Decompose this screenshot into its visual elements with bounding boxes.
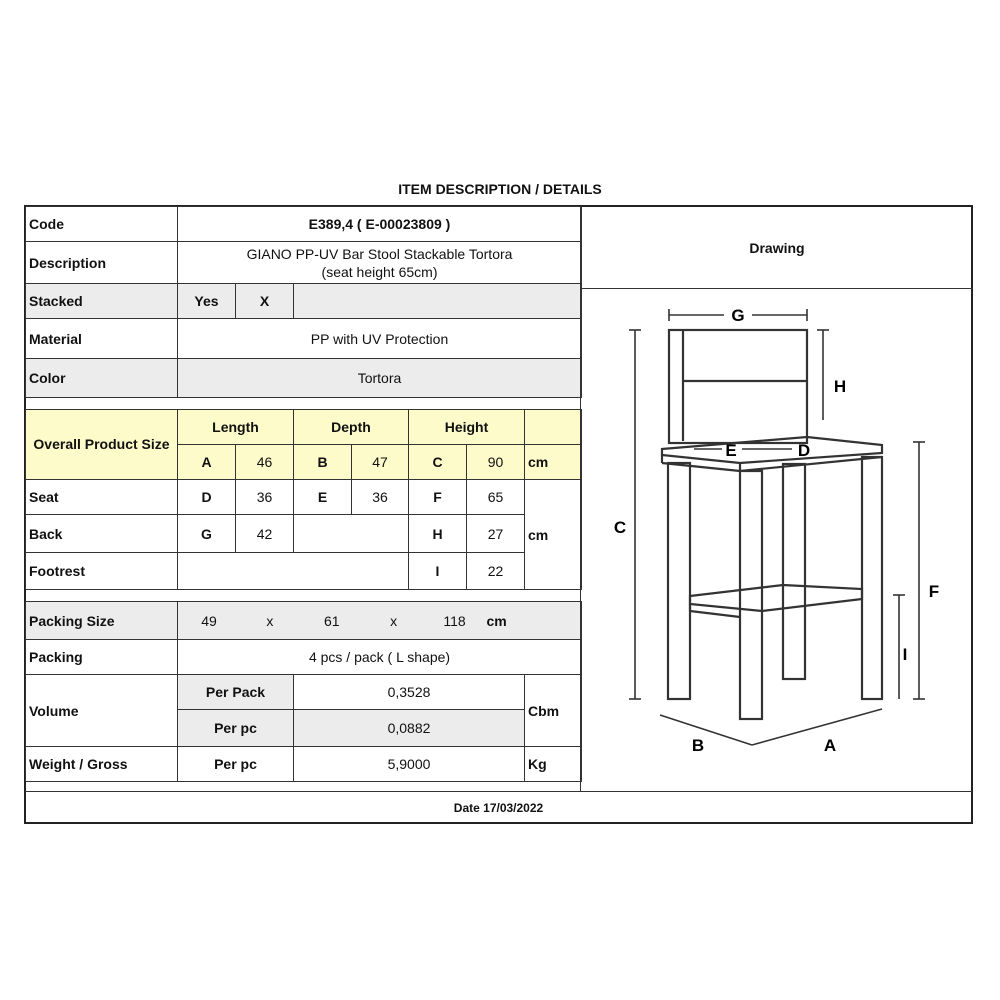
packing-value: 4 pcs / pack ( L shape) bbox=[178, 640, 582, 675]
spec-table bbox=[25, 206, 582, 782]
volume-per-pack-value: 0,3528 bbox=[294, 675, 525, 710]
dim-letter-e: E bbox=[725, 441, 737, 460]
packing-size-unit: cm bbox=[486, 612, 507, 629]
date-footer: Date 17/03/2022 bbox=[25, 791, 972, 824]
seat-label: Seat bbox=[26, 480, 178, 515]
dimension-lines bbox=[629, 309, 925, 745]
description-line2: (seat height 65cm) bbox=[321, 263, 438, 280]
spacer-row bbox=[26, 590, 582, 602]
back-g-value: 42 bbox=[236, 515, 294, 553]
description-line1: GIANO PP-UV Bar Stool Stackable Tortora bbox=[246, 245, 513, 262]
seat bbox=[662, 437, 882, 463]
weight-value: 5,9000 bbox=[294, 747, 525, 782]
back-g-key: G bbox=[178, 515, 236, 553]
stool-outline bbox=[662, 330, 882, 719]
footrest-label: Footrest bbox=[26, 553, 178, 590]
dim-letter-a: A bbox=[823, 736, 837, 755]
volume-per-pc-value: 0,0882 bbox=[294, 710, 525, 747]
dim-letter-c: C bbox=[613, 518, 627, 537]
dim-letter-g: G bbox=[731, 306, 745, 325]
packing-size-v1: 49 bbox=[201, 612, 217, 629]
leg-front-left bbox=[668, 463, 690, 699]
footrest-i-value: 22 bbox=[467, 553, 525, 590]
drawing-divider-vertical bbox=[580, 206, 581, 791]
code-label: Code bbox=[26, 207, 178, 242]
stacked-label: Stacked bbox=[26, 284, 178, 319]
size-b-value: 47 bbox=[352, 445, 409, 480]
code-value: E389,4 ( E-00023809 ) bbox=[178, 207, 582, 242]
weight-label: Weight / Gross bbox=[26, 747, 178, 782]
description-value bbox=[178, 242, 582, 284]
document-title: ITEM DESCRIPTION / DETAILS bbox=[398, 181, 602, 197]
length-header: Length bbox=[178, 410, 294, 445]
stool-drawing bbox=[582, 289, 972, 789]
leg-front-right bbox=[740, 471, 762, 719]
description-label: Description bbox=[26, 242, 178, 284]
packing-size-v3: 118 bbox=[443, 612, 466, 629]
dim-letter-d: D bbox=[797, 441, 811, 460]
size-c-key: C bbox=[409, 445, 467, 480]
leg-back-left bbox=[783, 464, 805, 679]
weight-per-pc-label: Per pc bbox=[178, 747, 294, 782]
seat-f-key: F bbox=[409, 480, 467, 515]
back-label: Back bbox=[26, 515, 178, 553]
depth-header: Depth bbox=[294, 410, 409, 445]
size-unit: cm bbox=[525, 445, 582, 480]
packing-size-value bbox=[178, 602, 582, 640]
seat-d-key: D bbox=[178, 480, 236, 515]
seat-f-value: 65 bbox=[467, 480, 525, 515]
seat-back-unit: cm bbox=[525, 480, 582, 590]
back-h-value: 27 bbox=[467, 515, 525, 553]
height-header: Height bbox=[409, 410, 525, 445]
dim-letter-i: I bbox=[902, 645, 908, 664]
volume-unit: Cbm bbox=[525, 675, 582, 747]
material-label: Material bbox=[26, 319, 178, 359]
size-a-value: 46 bbox=[236, 445, 294, 480]
seat-e-value: 36 bbox=[352, 480, 409, 515]
size-c-value: 90 bbox=[467, 445, 525, 480]
packing-size-x1: x bbox=[266, 612, 274, 629]
volume-per-pack-label: Per Pack bbox=[178, 675, 294, 710]
header-blank bbox=[525, 410, 582, 445]
drawing-label: Drawing bbox=[749, 240, 805, 256]
volume-label: Volume bbox=[26, 675, 178, 747]
seat-e-key: E bbox=[294, 480, 352, 515]
size-label: Overall Product Size bbox=[26, 410, 178, 480]
dim-letter-b: B bbox=[691, 736, 705, 755]
footrest-empty bbox=[178, 553, 409, 590]
back-empty bbox=[294, 515, 409, 553]
spacer-row bbox=[26, 398, 582, 410]
leg-back-right bbox=[862, 457, 882, 699]
size-b-key: B bbox=[294, 445, 352, 480]
weight-unit: Kg bbox=[525, 747, 582, 782]
packing-size-x2: x bbox=[390, 612, 398, 629]
dim-letter-h: H bbox=[833, 377, 847, 396]
stacked-empty bbox=[294, 284, 582, 319]
packing-size-v2: 61 bbox=[323, 612, 340, 629]
material-value: PP with UV Protection bbox=[178, 319, 582, 359]
footrest-i-key: I bbox=[409, 553, 467, 590]
packing-size-label: Packing Size bbox=[26, 602, 178, 640]
footrest bbox=[690, 585, 862, 611]
packing-label: Packing bbox=[26, 640, 178, 675]
stacked-yes: Yes bbox=[178, 284, 236, 319]
stacked-mark: X bbox=[236, 284, 294, 319]
back-h-key: H bbox=[409, 515, 467, 553]
dim-letter-f: F bbox=[928, 582, 940, 601]
color-label: Color bbox=[26, 359, 178, 398]
backrest bbox=[669, 330, 807, 443]
size-a-key: A bbox=[178, 445, 236, 480]
volume-per-pc-label: Per pc bbox=[178, 710, 294, 747]
seat-d-value: 36 bbox=[236, 480, 294, 515]
color-value: Tortora bbox=[178, 359, 582, 398]
